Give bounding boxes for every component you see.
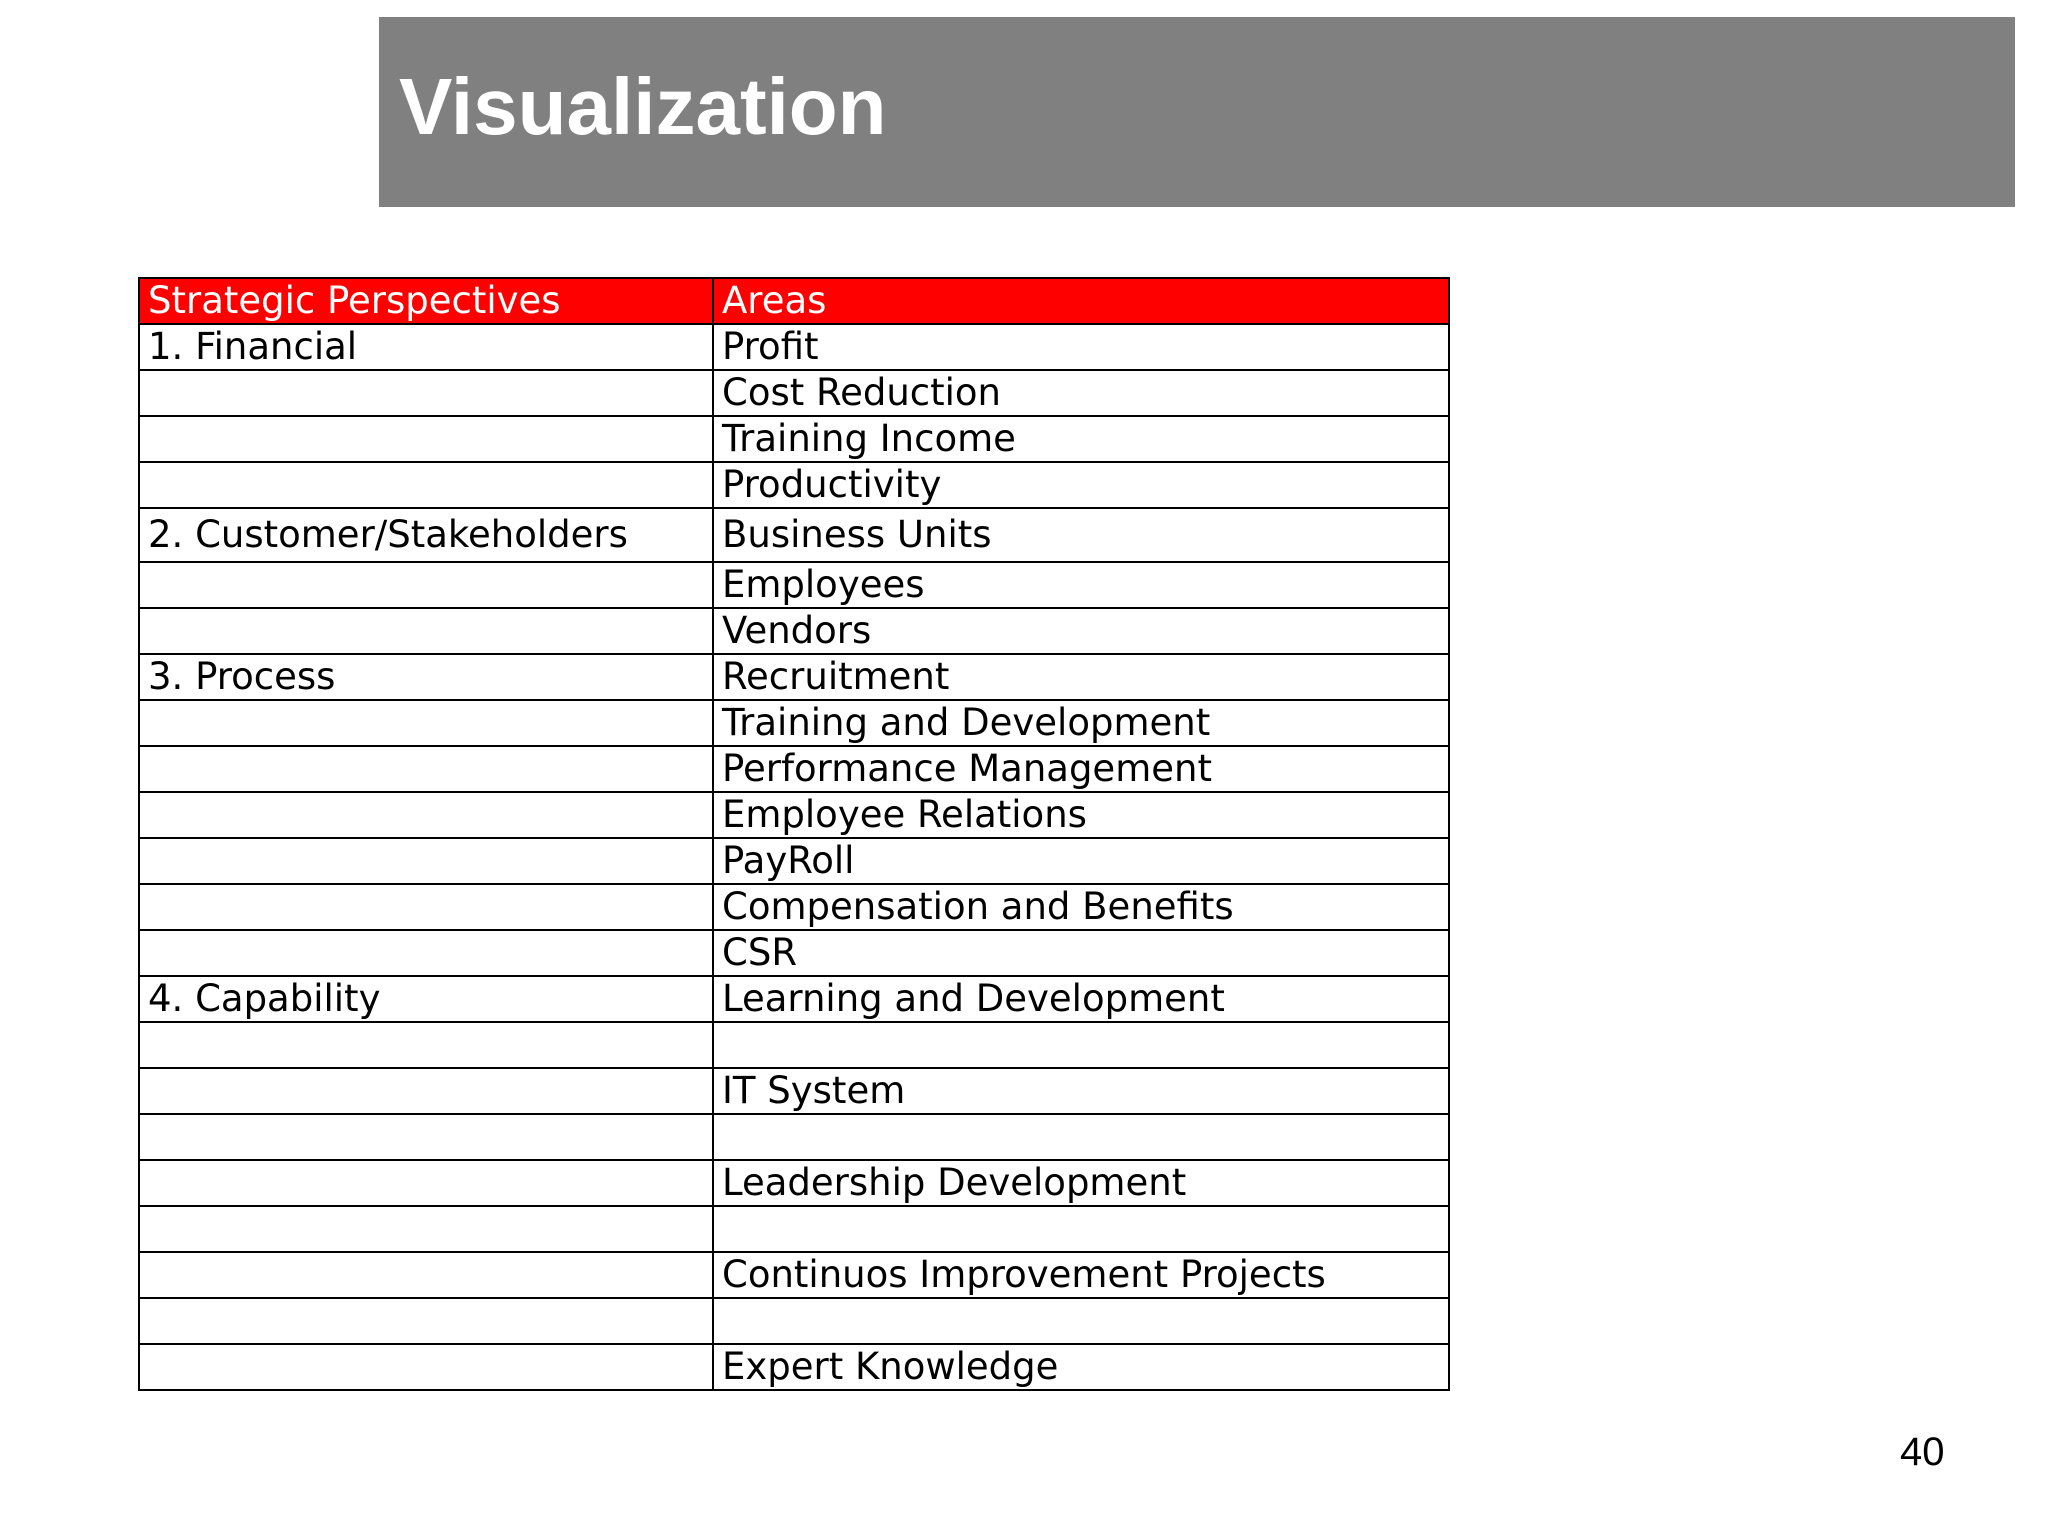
perspective-cell: 3. Process <box>139 654 713 700</box>
header-strategic-perspectives: Strategic Perspectives <box>139 278 713 324</box>
area-cell: Compensation and Benefits <box>713 884 1449 930</box>
perspective-cell <box>139 746 713 792</box>
table-row <box>139 1022 1449 1068</box>
area-cell: Profit <box>713 324 1449 370</box>
perspective-cell: 1. Financial <box>139 324 713 370</box>
perspective-cell <box>139 416 713 462</box>
perspective-cell <box>139 1114 713 1160</box>
table-row <box>139 608 1449 654</box>
area-cell: Learning and Development <box>713 976 1449 1022</box>
table-row <box>139 792 1449 838</box>
area-cell <box>713 1206 1449 1252</box>
perspective-cell <box>139 608 713 654</box>
perspective-cell <box>139 1206 713 1252</box>
perspective-cell: 4. Capability <box>139 976 713 1022</box>
table-row <box>139 1068 1449 1114</box>
area-cell: Recruitment <box>713 654 1449 700</box>
perspective-cell <box>139 1160 713 1206</box>
table-row <box>139 654 1449 700</box>
area-cell <box>713 1298 1449 1344</box>
table-row <box>139 1298 1449 1344</box>
table-row <box>139 562 1449 608</box>
table-row <box>139 1344 1449 1390</box>
table-row <box>139 884 1449 930</box>
perspective-cell: 2. Customer/Stakeholders <box>139 508 713 562</box>
table-row <box>139 746 1449 792</box>
area-cell: Training and Development <box>713 700 1449 746</box>
perspectives-table-container <box>138 277 1450 1391</box>
table-row <box>139 1252 1449 1298</box>
table-row <box>139 508 1449 562</box>
header-areas: Areas <box>713 278 1449 324</box>
page-number: 40 <box>1900 1430 1945 1474</box>
perspective-cell <box>139 930 713 976</box>
perspective-cell <box>139 462 713 508</box>
perspective-cell <box>139 1022 713 1068</box>
perspective-cell <box>139 1298 713 1344</box>
table-row <box>139 416 1449 462</box>
area-cell: Employees <box>713 562 1449 608</box>
area-cell: Cost Reduction <box>713 370 1449 416</box>
table-row <box>139 324 1449 370</box>
perspective-cell <box>139 370 713 416</box>
area-cell: Leadership Development <box>713 1160 1449 1206</box>
area-cell: Business Units <box>713 508 1449 562</box>
perspective-cell <box>139 1068 713 1114</box>
table-row <box>139 838 1449 884</box>
table-row <box>139 1114 1449 1160</box>
perspectives-table <box>138 277 1450 1391</box>
table-row <box>139 1206 1449 1252</box>
area-cell: Expert Knowledge <box>713 1344 1449 1390</box>
area-cell: Vendors <box>713 608 1449 654</box>
perspective-cell <box>139 884 713 930</box>
area-cell: Continuos Improvement Projects <box>713 1252 1449 1298</box>
area-cell: Productivity <box>713 462 1449 508</box>
perspective-cell <box>139 838 713 884</box>
table-row <box>139 976 1449 1022</box>
perspective-cell <box>139 792 713 838</box>
area-cell: Employee Relations <box>713 792 1449 838</box>
area-cell: PayRoll <box>713 838 1449 884</box>
table-row <box>139 930 1449 976</box>
slide-title: Visualization <box>399 62 887 151</box>
table-row <box>139 700 1449 746</box>
perspective-cell <box>139 700 713 746</box>
perspective-cell <box>139 562 713 608</box>
area-cell: CSR <box>713 930 1449 976</box>
area-cell: Performance Management <box>713 746 1449 792</box>
table-row <box>139 1160 1449 1206</box>
table-row <box>139 462 1449 508</box>
perspective-cell <box>139 1252 713 1298</box>
title-banner <box>379 17 2015 207</box>
perspective-cell <box>139 1344 713 1390</box>
table-header-row <box>139 278 1449 324</box>
area-cell: Training Income <box>713 416 1449 462</box>
area-cell <box>713 1114 1449 1160</box>
table-row <box>139 370 1449 416</box>
area-cell <box>713 1022 1449 1068</box>
area-cell: IT System <box>713 1068 1449 1114</box>
